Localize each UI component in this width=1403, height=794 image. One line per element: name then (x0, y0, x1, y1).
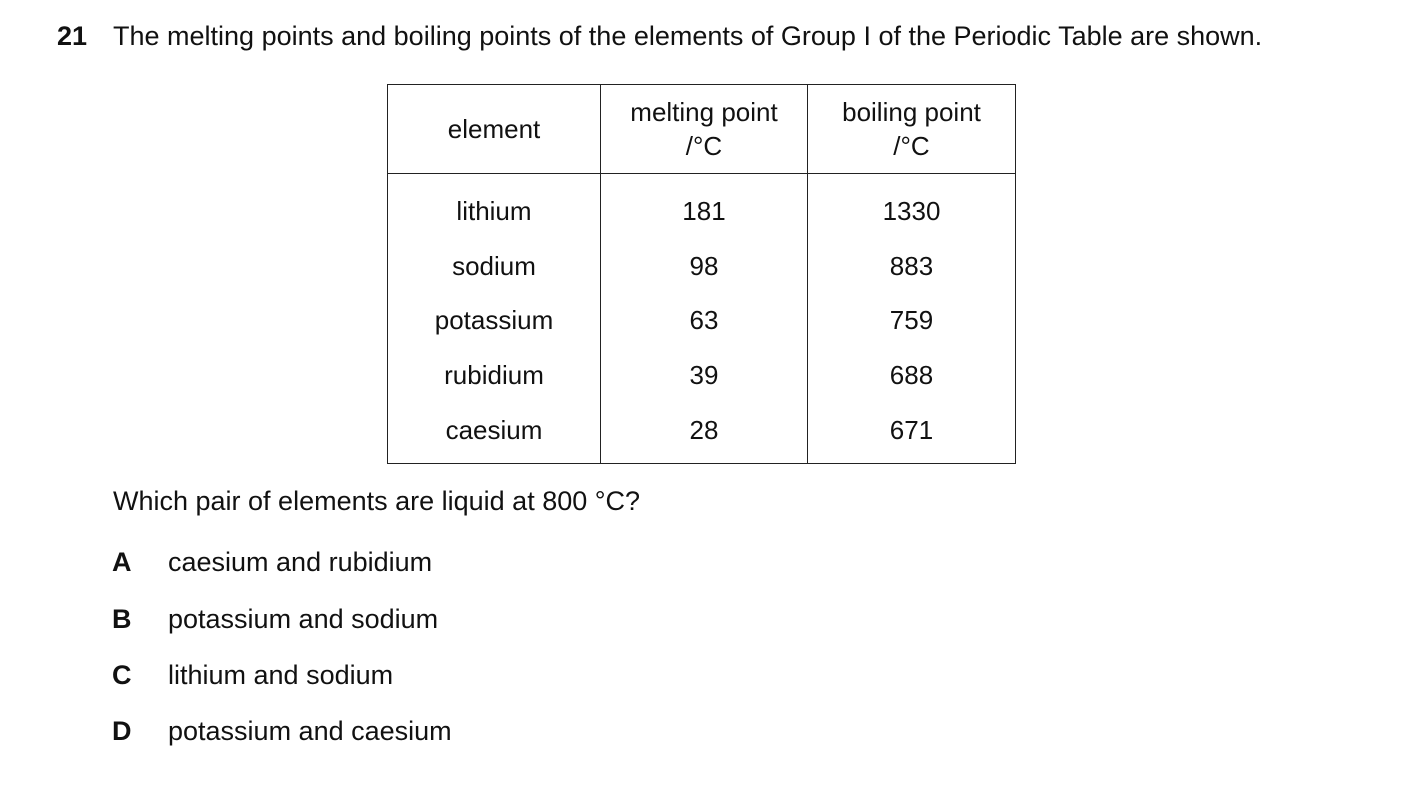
cell-melting-point: 39 (601, 348, 808, 403)
option-text: potassium and caesium (168, 716, 452, 746)
table-row (388, 402, 1016, 463)
cell-boiling-point: 759 (808, 293, 1016, 348)
cell-melting-point: 63 (601, 293, 808, 348)
option-letter: D (112, 716, 132, 746)
option-text: caesium and rubidium (168, 547, 433, 577)
header-boiling-point-unit: /°C (893, 131, 930, 161)
cell-boiling-point: 671 (808, 402, 1016, 463)
option-letter: A (112, 547, 132, 577)
header-boiling-point-label: boiling point (842, 97, 981, 127)
table-row (388, 293, 1016, 348)
cell-element: potassium (388, 293, 601, 348)
question-stem: The melting points and boiling points of the elements of Group I of the Periodic Table are shown. (113, 21, 1263, 51)
question-number: 21 (57, 21, 88, 51)
header-melting-point-unit: /°C (685, 131, 723, 161)
cell-melting-point: 181 (601, 174, 808, 239)
cell-element: rubidium (388, 348, 601, 403)
question-prompt: Which pair of elements are liquid at 800 °C? (113, 486, 641, 516)
table-row (388, 348, 1016, 403)
cell-element: lithium (388, 174, 601, 239)
option-letter: B (112, 604, 132, 634)
option-text: lithium and sodium (168, 660, 394, 690)
cell-boiling-point: 1330 (808, 174, 1016, 239)
header-melting-point (601, 85, 808, 174)
table-header-row (388, 85, 1016, 174)
cell-melting-point: 28 (601, 402, 808, 463)
table-row (388, 239, 1016, 294)
option-text: potassium and sodium (168, 604, 439, 634)
cell-boiling-point: 883 (808, 239, 1016, 294)
table-row (388, 174, 1016, 239)
header-boiling-point (808, 85, 1016, 174)
header-element-label: element (447, 114, 541, 144)
cell-element: sodium (388, 239, 601, 294)
element-data-table (387, 84, 1016, 464)
cell-melting-point: 98 (601, 239, 808, 294)
header-melting-point-label: melting point (630, 97, 778, 127)
header-element (388, 85, 601, 174)
cell-boiling-point: 688 (808, 348, 1016, 403)
cell-element: caesium (388, 402, 601, 463)
option-letter: C (112, 660, 132, 690)
